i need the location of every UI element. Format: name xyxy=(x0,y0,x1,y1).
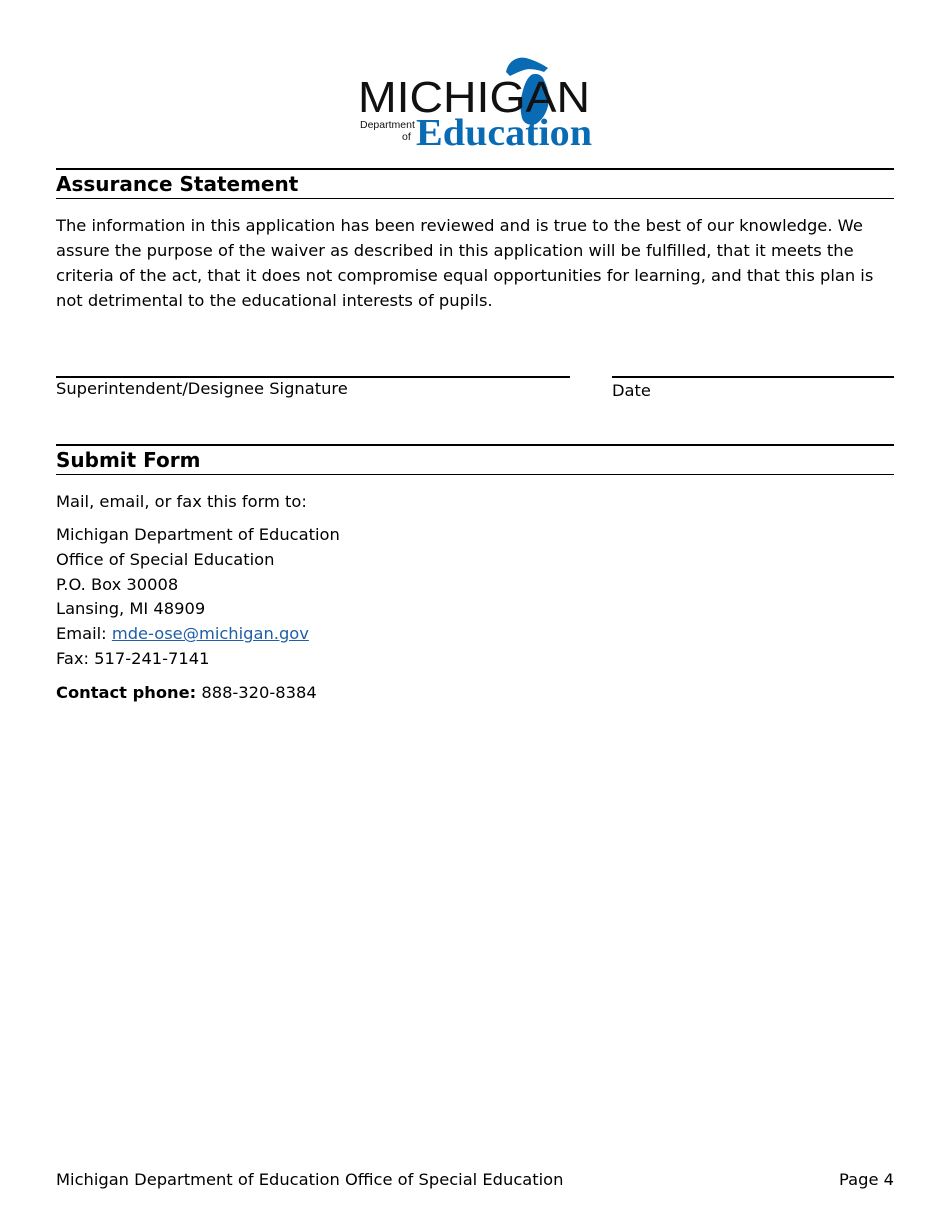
logo-wordmark-education: Education xyxy=(416,112,592,150)
contact-phone-label: Contact phone: xyxy=(56,683,197,702)
assurance-heading: Assurance Statement xyxy=(56,172,299,196)
address-line-pobox: P.O. Box 30008 xyxy=(56,574,179,594)
logo-of: of xyxy=(402,131,411,143)
address-line-office: Office of Special Education xyxy=(56,549,275,569)
michigan-education-logo-graphic xyxy=(358,54,594,150)
contact-phone-row xyxy=(56,681,317,705)
fax-line: Fax: 517-241-7141 xyxy=(56,648,210,668)
submit-section-header xyxy=(56,444,894,475)
submit-intro: Mail, email, or fax this form to: xyxy=(56,492,307,511)
email-label: Email: xyxy=(56,624,112,644)
contact-phone-number: 888-320-8384 xyxy=(196,683,317,702)
mailing-address xyxy=(56,523,340,672)
logo-wordmark-michigan: MICHIGAN xyxy=(358,73,590,122)
logo-department: Department xyxy=(360,119,415,131)
submit-heading: Submit Form xyxy=(56,448,201,472)
email-row xyxy=(56,622,340,647)
address-line-city: Lansing, MI 48909 xyxy=(56,599,206,619)
assurance-section-header xyxy=(56,168,894,199)
signature-label: Superintendent/Designee Signature xyxy=(56,379,348,398)
footer-office: Michigan Department of Education Office of Special Education xyxy=(56,1170,564,1189)
date-label: Date xyxy=(612,381,651,400)
date-line[interactable] xyxy=(612,376,894,378)
assurance-paragraph: The information in this application has been reviewed and is true to the best of our knowledge. We assure the purpose of the waiver as described in this application will be fulfilled, that it meets the criteria of the act, that it does not compromise equal opportunities for learning, and that this plan is not detrimental to the educational interests of pupils. xyxy=(56,216,874,310)
address-line-org: Michigan Department of Education xyxy=(56,525,340,544)
document-page xyxy=(56,0,894,1230)
mde-logo xyxy=(358,54,594,150)
email-link[interactable]: mde-ose@michigan.gov xyxy=(111,624,309,644)
footer-page-number: Page 4 xyxy=(839,1170,894,1189)
